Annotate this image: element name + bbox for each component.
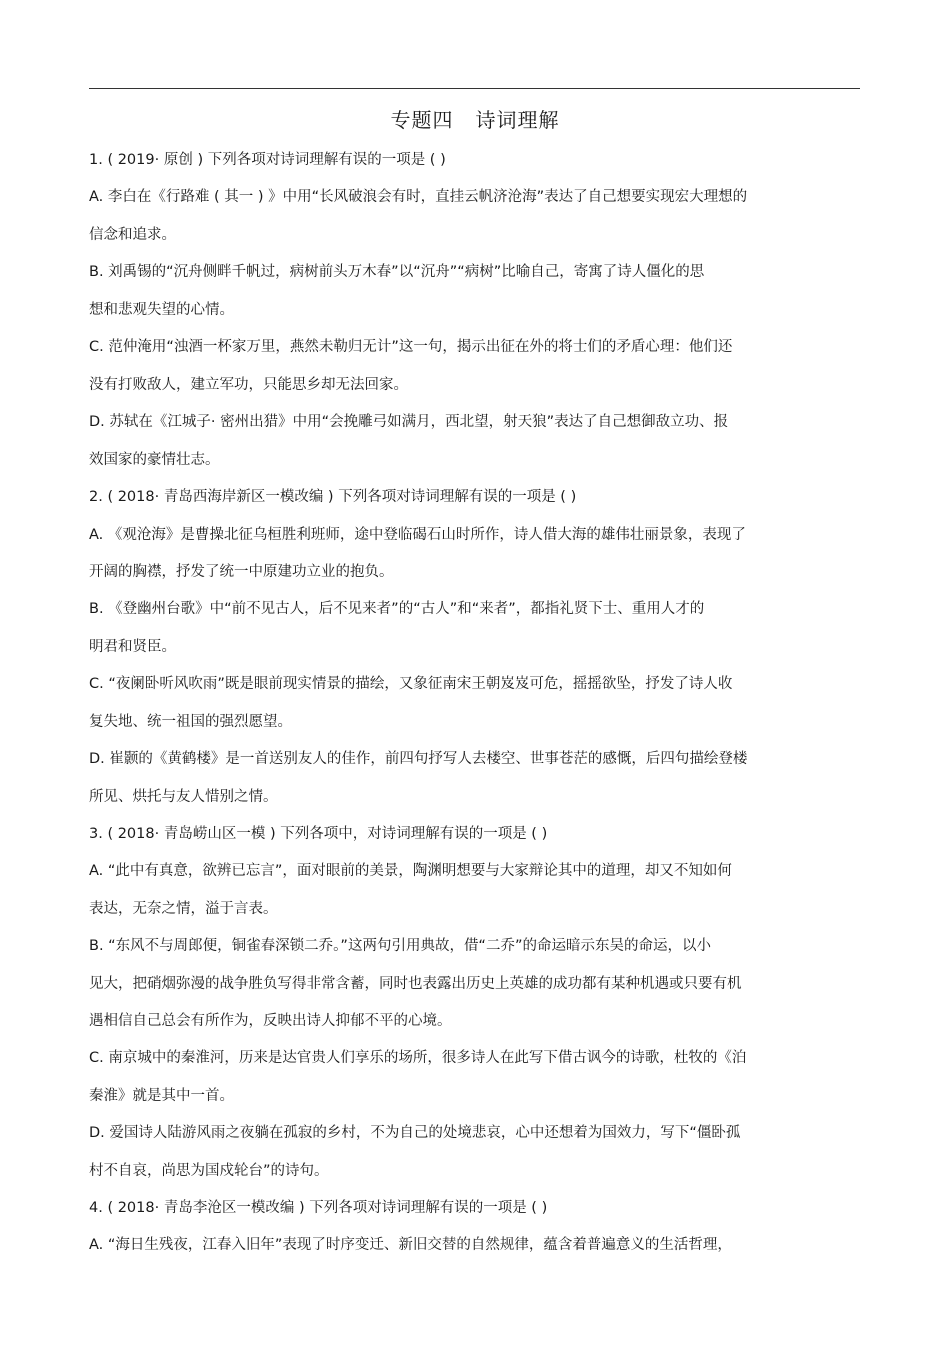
q3-option-b-line1: B. “东风不与周郎便，铜雀春深锁二乔。”这两句引用典故，借“二乔”的命运暗示东吴的命运，以小 [89,938,711,954]
title-topic-name: 诗词理解 [475,108,560,132]
q1-option-b-line1: B. 刘禹锡的“沉舟侧畔千帆过，病树前头万木春”以“沉舟”“病树”比喻自己，寄寓了诗人僵化的思 [89,264,705,280]
q3-option-c-line2: 秦淮》就是其中一首。 [89,1088,234,1104]
page-title [0,104,950,133]
q3-option-c-line1: C. 南京城中的秦淮河，历来是达官贵人们享乐的场所，很多诗人在此写下借古讽今的诗歌，杜牧的《泊 [89,1050,747,1066]
title-topic-number: 专题四 [390,108,454,132]
q2-option-c-line1: C. “夜阑卧听风吹雨”既是眼前现实情景的描绘，又象征南宋王朝岌岌可危，摇摇欲坠，抒发了诗人收 [89,676,733,692]
q2-option-b-line1: B. 《登幽州台歌》中“前不见古人，后不见来者”的“古人”和“来者”，都指礼贤下士、重用人才的 [89,601,705,617]
q1-option-a-line1: A. 李白在《行路难 ( 其一 ) 》中用“长风破浪会有时，直挂云帆济沧海”表达了自己想要实现宏大理想的 [89,189,748,205]
q3-option-b-line3: 遇相信自己总会有所作为，反映出诗人抑郁不平的心境。 [89,1013,452,1029]
q3-option-a-line2: 表达，无奈之情，溢于言表。 [89,901,278,917]
q2-option-d-line2: 所见、烘托与友人惜别之情。 [89,789,278,805]
q2-option-a-line1: A. 《观沧海》是曹操北征乌桓胜利班师，途中登临碣石山时所作，诗人借大海的雄伟壮丽景象，表现了 [89,527,746,543]
q2-option-a-line2: 开阔的胸襟，抒发了统一中原建功立业的抱负。 [89,564,394,580]
q1-option-d-line2: 效国家的豪情壮志。 [89,452,220,468]
q1-option-c-line2: 没有打败敌人，建立军功，只能思乡却无法回家。 [89,377,408,393]
q4-option-a-line1: A. “海日生残夜，江春入旧年”表现了时序变迁、新旧交替的自然规律，蕴含着普遍意义的生活哲理， [89,1237,732,1253]
question-1-stem: 1. ( 2019· 原创 ) 下列各项对诗词理解有误的一项是 ( ) [89,152,446,168]
q1-option-c-line1: C. 范仲淹用“浊酒一杯家万里，燕然未勒归无计”这一句，揭示出征在外的将士们的矛盾心理：他们还 [89,339,733,355]
question-2-stem: 2. ( 2018· 青岛西海岸新区一模改编 ) 下列各项对诗词理解有误的一项是 ( ) [89,489,577,505]
q3-option-d-line1: D. 爱国诗人陆游风雨之夜躺在孤寂的乡村，不为自己的处境悲哀，心中还想着为国效力，写下“僵卧孤 [89,1125,741,1141]
q2-option-c-line2: 复失地、统一祖国的强烈愿望。 [89,714,292,730]
top-rule [89,88,860,89]
q1-option-d-line1: D. 苏轼在《江城子· 密州出猎》中用“会挽雕弓如满月，西北望，射天狼”表达了自己想御敌立功、报 [89,414,729,430]
q1-option-a-line2: 信念和追求。 [89,227,176,243]
q3-option-d-line2: 村不自哀，尚思为国戍轮台”的诗句。 [89,1163,329,1179]
q2-option-b-line2: 明君和贤臣。 [89,639,176,655]
question-3-stem: 3. ( 2018· 青岛崂山区一模 ) 下列各项中，对诗词理解有误的一项是 ( ) [89,826,548,842]
q3-option-a-line1: A. “此中有真意，欲辨已忘言”，面对眼前的美景，陶渊明想要与大家辩论其中的道理，却又不知如何 [89,863,732,879]
q1-option-b-line2: 想和悲观失望的心情。 [89,302,234,318]
q3-option-b-line2: 见大，把硝烟弥漫的战争胜负写得非常含蓄，同时也表露出历史上英雄的成功都有某种机遇或只要有机 [89,976,742,992]
q2-option-d-line1: D. 崔颢的《黄鹤楼》是一首送别友人的佳作，前四句抒写人去楼空、世事苍茫的感慨，后四句描绘登楼 [89,751,748,767]
question-4-stem: 4. ( 2018· 青岛李沧区一模改编 ) 下列各项对诗词理解有误的一项是 ( ) [89,1200,548,1216]
